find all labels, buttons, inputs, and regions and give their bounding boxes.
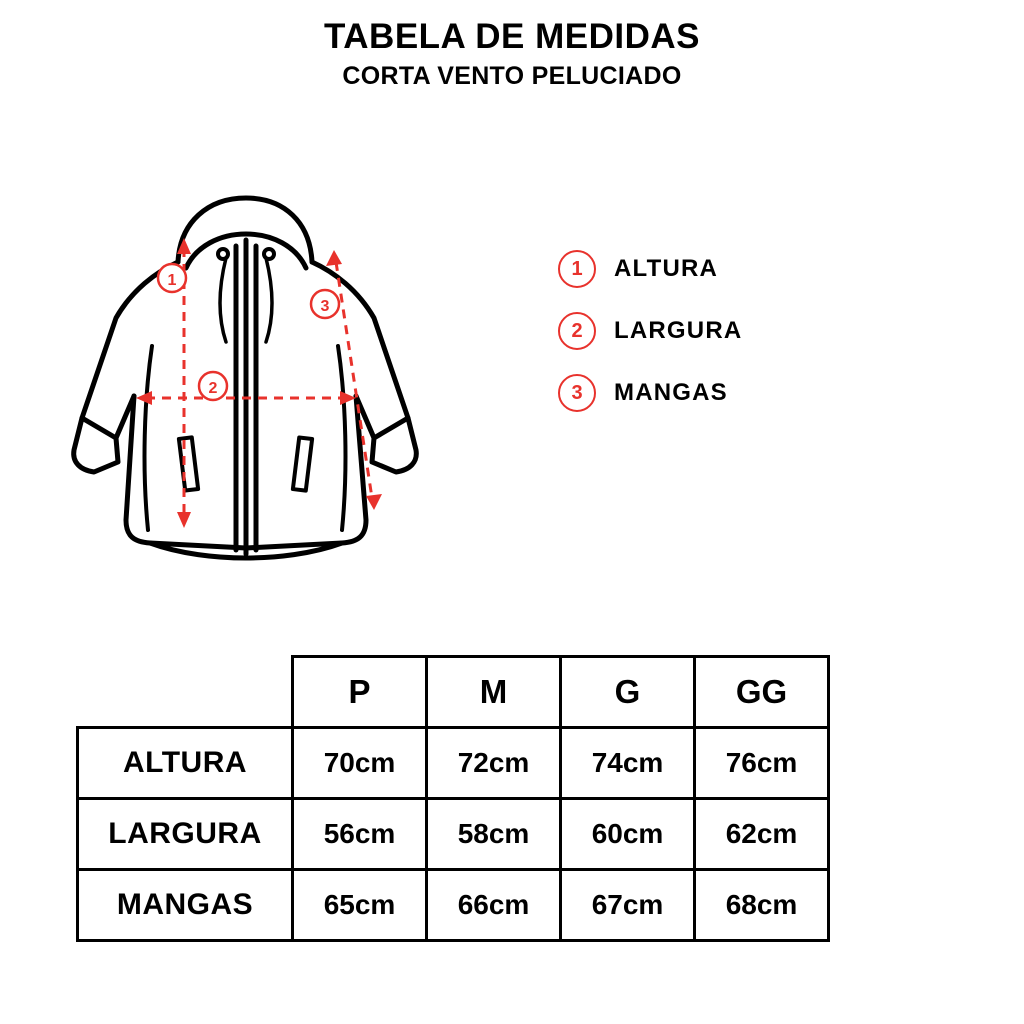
legend-item-altura xyxy=(558,238,878,300)
column-header-m: M xyxy=(427,657,561,728)
cell-altura-gg: 76cm xyxy=(695,728,829,799)
illustration-marker-1: 1 xyxy=(167,272,177,289)
row-header-altura: ALTURA xyxy=(78,728,293,799)
legend-label-altura: ALTURA xyxy=(614,255,719,282)
cell-mangas-m: 66cm xyxy=(427,870,561,941)
legend-badge-2: 2 xyxy=(558,312,596,350)
jacket-line-drawing xyxy=(60,150,520,600)
table-row xyxy=(78,728,829,799)
legend-badge-1: 1 xyxy=(558,250,596,288)
table-corner-cell xyxy=(78,657,293,728)
cell-altura-p: 70cm xyxy=(293,728,427,799)
table-row xyxy=(78,870,829,941)
table-row xyxy=(78,799,829,870)
illustration-marker-3: 3 xyxy=(320,298,330,315)
page-header xyxy=(0,18,1024,90)
measurement-legend xyxy=(558,238,878,424)
page-subtitle: CORTA VENTO PELUCIADO xyxy=(342,61,682,90)
cell-mangas-p: 65cm xyxy=(293,870,427,941)
column-header-g: G xyxy=(561,657,695,728)
cell-largura-p: 56cm xyxy=(293,799,427,870)
cell-mangas-g: 67cm xyxy=(561,870,695,941)
cell-largura-g: 60cm xyxy=(561,799,695,870)
jacket-illustration xyxy=(60,150,520,600)
cell-altura-m: 72cm xyxy=(427,728,561,799)
legend-label-largura: LARGURA xyxy=(614,317,743,344)
cell-largura-gg: 62cm xyxy=(695,799,829,870)
cell-altura-g: 74cm xyxy=(561,728,695,799)
table-header-row xyxy=(78,657,829,728)
legend-item-mangas xyxy=(558,362,878,424)
row-header-largura: LARGURA xyxy=(78,799,293,870)
cell-largura-m: 58cm xyxy=(427,799,561,870)
page-title: TABELA DE MEDIDAS xyxy=(324,17,700,56)
size-chart-table xyxy=(76,655,830,942)
column-header-gg: GG xyxy=(695,657,829,728)
row-header-mangas: MANGAS xyxy=(78,870,293,941)
legend-item-largura xyxy=(558,300,878,362)
cell-mangas-gg: 68cm xyxy=(695,870,829,941)
legend-badge-3: 3 xyxy=(558,374,596,412)
column-header-p: P xyxy=(293,657,427,728)
legend-label-mangas: MANGAS xyxy=(614,379,728,406)
illustration-marker-2: 2 xyxy=(208,380,218,397)
